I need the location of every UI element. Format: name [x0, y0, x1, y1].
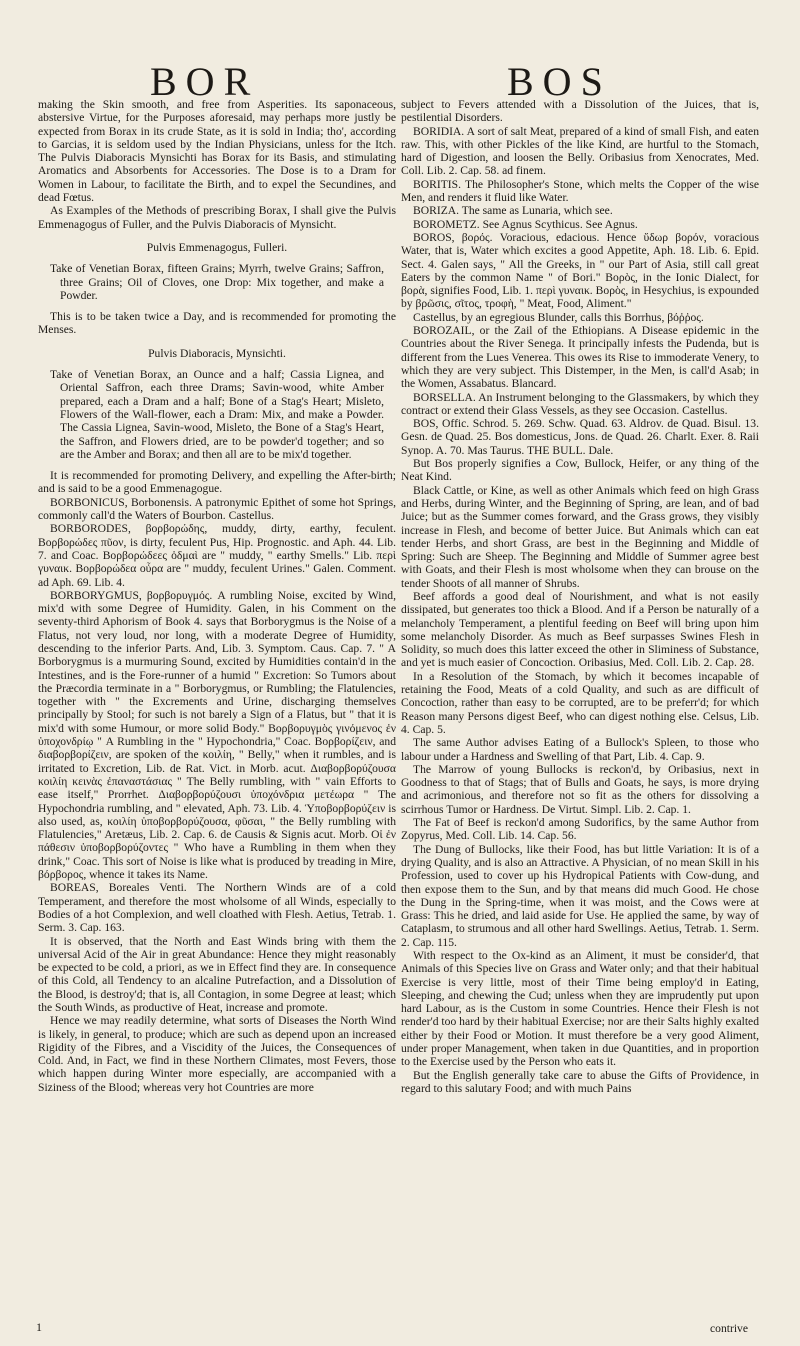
paragraph: But the English generally take care to abuse the Gifts of Providence, in regard to this salutary Food; and with much Pains [401, 1068, 759, 1095]
paragraph: BOS, Offic. Schrod. 5. 269. Schw. Quad. 63. Aldrov. de Quad. Bisul. 13. Gesn. de Quad. 25. Bos domesticus, Jons. de Quad. 26. Charlt. Exer. 8. Raii Synop. A. 70. Mas Taurus. THE BULL. Dale. [401, 417, 759, 457]
paragraph: BOROMETZ. See Agnus Scythicus. See Agnus. [413, 217, 638, 231]
paragraph: BORIZA. The same as Lunaria, which see. [413, 204, 613, 218]
paragraph: BORIDIA. A sort of salt Meat, prepared of a kind of small Fish, and eaten raw. This, with other Pickles of the like Kind, are hurtful to the Stomach, hard of Digestion, and loosen the Belly. Oribasius from Xenocrates, Med. Coll. Lib. 2. Cap. 58. ad finem. [401, 124, 759, 178]
paragraph: BORBORODES, βορβορώδης, muddy, dirty, earthy, feculent. Βορβορώδες πῦον, is dirty, feculent Pus, Hip. Prognostic. and Aph. 44. Lib. 7. and Coac. Βορβορώδεες ὀδμαὶ are " muddy, " earthy Smells." Lib. περὶ γυναικ. Βορβορώδεα οὖρα are " muddy, feculent Urines." Galen. Comment. ad Aph. 69. Lib. 4. [38, 522, 396, 589]
paragraph: With respect to the Ox-kind as an Aliment, it must be consider'd, that Animals of this Species live on Grass and Water only; and that their habitual Exercise is very little, most of their Time being employ'd in Eating, Sleeping, and chewing the Cud; unless when they are imprudently put upon hard Labour, as is the Custom in some Countries. Hence their Flesh is not render'd too hard by their habitual Exercise; nor are their Salts highly exalted either by their Food or Motion. It must therefore be a very good Aliment, under proper Management, when taken in due Quantities, and in proportion to the Exercise used by the Person who eats it. [401, 949, 759, 1069]
paragraph: BOROS, βορός. Voracious, edacious. Hence ὕδωρ βορόν, voracious Water, that is, Water which excites a good Appetite, Aph. 18. Lib. 6. Epid. Sect. 4. Galen says, " All the Greeks, in " our Part of Asia, still call great Eaters by the common Name " of Bori." Βορὸς, in the Ionic Dialect, for βορὰ, signifies Food, Lib. 1. περὶ γυναικ. Βορὸς, in Hesychius, is expounded by βρῶσις, σῖτος, τροφὴ, " Meat, Food, Aliment." [401, 230, 759, 311]
running-head-right: BOS [507, 59, 612, 104]
paragraph: Black Cattle, or Kine, as well as other Animals which feed on high Grass and Herbs, during Winter, and the Beginning of Spring, are lean, and of bad Juice; but as the Summer comes forward, and the Grass grows, they visibly increase in Flesh, and become of better Juice. But Animals which can eat tender Herbs, and short Grass, are best in the Beginning and Middle of Spring: Such are Sheep. The Beginning and Middle of Summer agree best with Goats, and their Flesh is most wholsome when they can brouse on the tender Shoots of all manner of Shrubs. [401, 483, 759, 590]
paragraph: BORBORYGMUS, βορβορυγμός. A rumbling Noise, excited by Wind, mix'd with some Degree of Humidity. Galen, in his Comment on the seventy-third Aphorism of Book 4. says that Borborygmus is the Noise of a Flatus, not very loud, nor long, with a moderate Degree of Humidity, descending to the inferior Parts. And, Lib. 3. Symptom. Caus. Cap. 7. " A Borborygmus is a murmuring Sound, excited by Humidities contain'd in the Intestines, and is the Fore-runner of a humid " Excretion: So Tumors about the Præcordia terminate in a " Borborygmus, or Rumbling; the Flatulencies, together with " the Excrements and Urine, discharging themselves principally by Stool; for such is not barely a Sign of a Flatus, but " that it is mix'd with some Humour, or more solid Body." Βορβορυγμὸς γινόμενος ἐν ὑποχονδρίῳ " A Rumbling in the " Hypochondria," Coac. Βορβορίζειν, and διαβορβορίζειν, are spoken of the κοιλίη, " Belly," when it rumbles, and is irritated to Excretion, Lib. de Rat. Vict. in Morb. acut. Διαβορβορύζουσα κοιλίη κεινὰς ἐπαναστάσιας " The Belly rumbling, with " vain Efforts to ease itself," Prorrhet. Διαβορβορύζουσι ὑποχόνδρια μετέωρα " The Hypochondria rumbling, and " elevated, Aph. 73. Lib. 4. Ὑποβορβορύζειν is also used, as, κοιλίη ὑποβορβορύζουσα, φῦσαι, " the Belly rumbling with Flatulencies," Aretæus, Lib. 2. Cap. 6. de Causis & Signis acut. Morb. Οἱ ἐν πάθεσιν ὑποβορβορύζοντες " Who have a Rumbling in them when they drink," Coac. This sort of Noise is like what is produced by treading in Mire, βόρβορος, whence it takes its Name. [38, 588, 396, 882]
catchword: contrive [710, 1322, 748, 1335]
left-column [38, 98, 396, 1094]
signature-mark: 1 [36, 1320, 42, 1334]
paragraph: This is to be taken twice a Day, and is recommended for promoting the Menses. [38, 310, 396, 337]
paragraph: Pulvis Emmenagogus, Fulleri. [146, 240, 288, 254]
paragraph: In a Resolution of the Stomach, by which it becomes incapable of retaining the Food, Meats of a cold Quality, and such as are difficult of Concoction, rather than easy to be corrupted, are to be preferr'd; for which Reason many Persons digest Beef, who can digest nothing else. Celsus, Lib. 4. Cap. 5. [401, 669, 759, 736]
paragraph: The Fat of Beef is reckon'd among Sudorifics, by the same Author from Zopyrus, Med. Coll. Lib. 14. Cap. 56. [401, 816, 759, 843]
paragraph: making the Skin smooth, and free from Asperities. Its saponaceous, abstersive Virtue, for the Purposes aforesaid, may perhaps more justly be expected from Borax in its crude State, as it is sold in India; tho', according to Garcias, it is seldom used by the Indian Physicians, unless for the Itch. The Pulvis Diaboracis Mynsichti has Borax for its Basis, and stimulating Aromatics and Absorbents for Accessories. The Dose is to a Dram for Women in Labour, to facilitate the Birth, and to expel the Secundines, and dead Fœtus. [38, 98, 396, 205]
paragraph: The Dung of Bullocks, like their Food, has but little Variation: It is of a drying Quality, and is also an Attractive. A Physician, of no mean Skill in his Profession, used to cover up his Hydropical Patients with Cow-dung, and then expose them to the Sun, and by that means did much Good. He chose the Dung in the Spring-time, when it was moist, and the Cows were at Grass: This he dried, and laid aside for Use. He applied the same, by way of Cataplasm, to strumous and all other hard Swellings. Aetius, Tetrab. 1. Serm. 2. Cap. 115. [401, 842, 759, 949]
paragraph: BORITIS. The Philosopher's Stone, which melts the Copper of the wise Men, and renders it fluid like Water. [401, 177, 759, 205]
paragraph: But Bos properly signifies a Cow, Bullock, Heifer, or any thing of the Neat Kind. [401, 457, 759, 484]
paragraph: BOREAS, Boreales Venti. The Northern Winds are of a cold Temperament, and therefore the most wholsome of all Winds, especially to Bodies of a hot Complexion, and well cloathed with Flesh. Aetius, Tetrab. 1. Serm. 3. Cap. 163. [38, 881, 396, 935]
paragraph: The Marrow of young Bullocks is reckon'd, by Oribasius, next in Goodness to that of Stags; that of Bulls and Goats, he says, is more drying and acrimonious, and therefore not so fit as the others for dissolving a scirrhous Tumor or Hardness. De Virtut. Simpl. Lib. 2. Cap. 1. [401, 762, 759, 816]
paragraph: As Examples of the Methods of prescribing Borax, I shall give the Pulvis Emmenagogus of Fuller, and the Pulvis Diaboracis of Mynsicht. [38, 204, 396, 231]
paragraph: It is recommended for promoting Delivery, and expelling the After-birth; and is said to be a good Emmenagogue. [38, 469, 396, 496]
paragraph: BORBONICUS, Borbonensis. A patronymic Epithet of some hot Springs, commonly call'd the Waters of Bourbon. Castellus. [38, 495, 396, 523]
running-head-left: BOR [150, 59, 260, 104]
paragraph: BORSELLA. An Instrument belonging to the Glassmakers, by which they contract or extend their Glass Vessels, as they see Occasion. Castellus. [401, 390, 759, 417]
paragraph: Take of Venetian Borax, fifteen Grains; Myrrh, twelve Grains; Saffron, three Grains; Oil of Cloves, one Drop: Mix together, and make a Powder. [50, 262, 384, 302]
paragraph: It is observed, that the North and East Winds bring with them the universal Acid of the Air in great Abundance: Hence they might reasonably be expected to be cold, a priori, as we in Effect find they are. In consequence of this Cold, all Tendency to an alcaline Putrefaction, and a Dissolution of the Blood, is destroy'd; that is, all Contagion, in some Degree at least; which the South Winds, as productive of Heat, increase and promote. [38, 934, 396, 1014]
paragraph: Take of Venetian Borax, an Ounce and a half; Cassia Lignea, and Oriental Saffron, each three Drams; Savin-wood, white Amber prepared, each a Dram and a half; Bone of a Stag's Heart; Misleto, Flowers of the Wall-flower, each a Dram: Mix, and make a Powder. The Cassia Lignea, Savin-wood, Misleto, the Bone of a Stag's Heart, the Saffron, and Flowers dried, are to be powder'd together; and so are the Amber and Borax; and then all are to be mix'd together. [50, 368, 384, 461]
paragraph: subject to Fevers attended with a Dissolution of the Juices, that is, pestilential Disorders. [401, 98, 759, 125]
paragraph: Hence we may readily determine, what sorts of Diseases the North Wind is likely, in general, to produce; which are such as depend upon an increased Rigidity of the Fibres, and a Viscidity of the Juices, the Consequences of Cold. And, in Fact, we find in these Northern Climates, most Fevers, those which happen during Winter more especially, are accompanied with a Siziness of the Blood; whereas very hot Countries are more [38, 1014, 396, 1094]
paragraph: Pulvis Diaboracis, Mynsichti. [148, 346, 286, 360]
paragraph: BOROZAIL, or the Zail of the Ethiopians. A Disease epidemic in the Countries about the River Senega. It principally infests the Pudenda, but is different from the Lues Venerea. This owes its Rise to immoderate Venery, to which they are very subject. This Distemper, in the Men, is call'd Asab; in the Women, Assabatus. Blancard. [401, 324, 759, 391]
right-column [401, 98, 759, 1095]
paragraph: The same Author advises Eating of a Bullock's Spleen, to those who labour under a Hardness and Swelling of that Part, Lib. 4. Cap. 9. [401, 736, 759, 763]
paragraph: Beef affords a good deal of Nourishment, and what is not easily dissipated, but generates too thick a Blood. And if a Person be naturally of a melancholy Temperament, a plentiful feeding on Beef will bring upon him some melancholy Disorder. As much as Beef surpasses Swines Flesh in Solidity, so much does this latter exceed the other in Sliminess of Substance, and yet is much easier of Concoction. Oribasius, Med. Coll. Lib. 2. Cap. 28. [401, 589, 759, 670]
paragraph: Castellus, by an egregious Blunder, calls this Borrhus, βόῤῥος. [413, 310, 704, 324]
